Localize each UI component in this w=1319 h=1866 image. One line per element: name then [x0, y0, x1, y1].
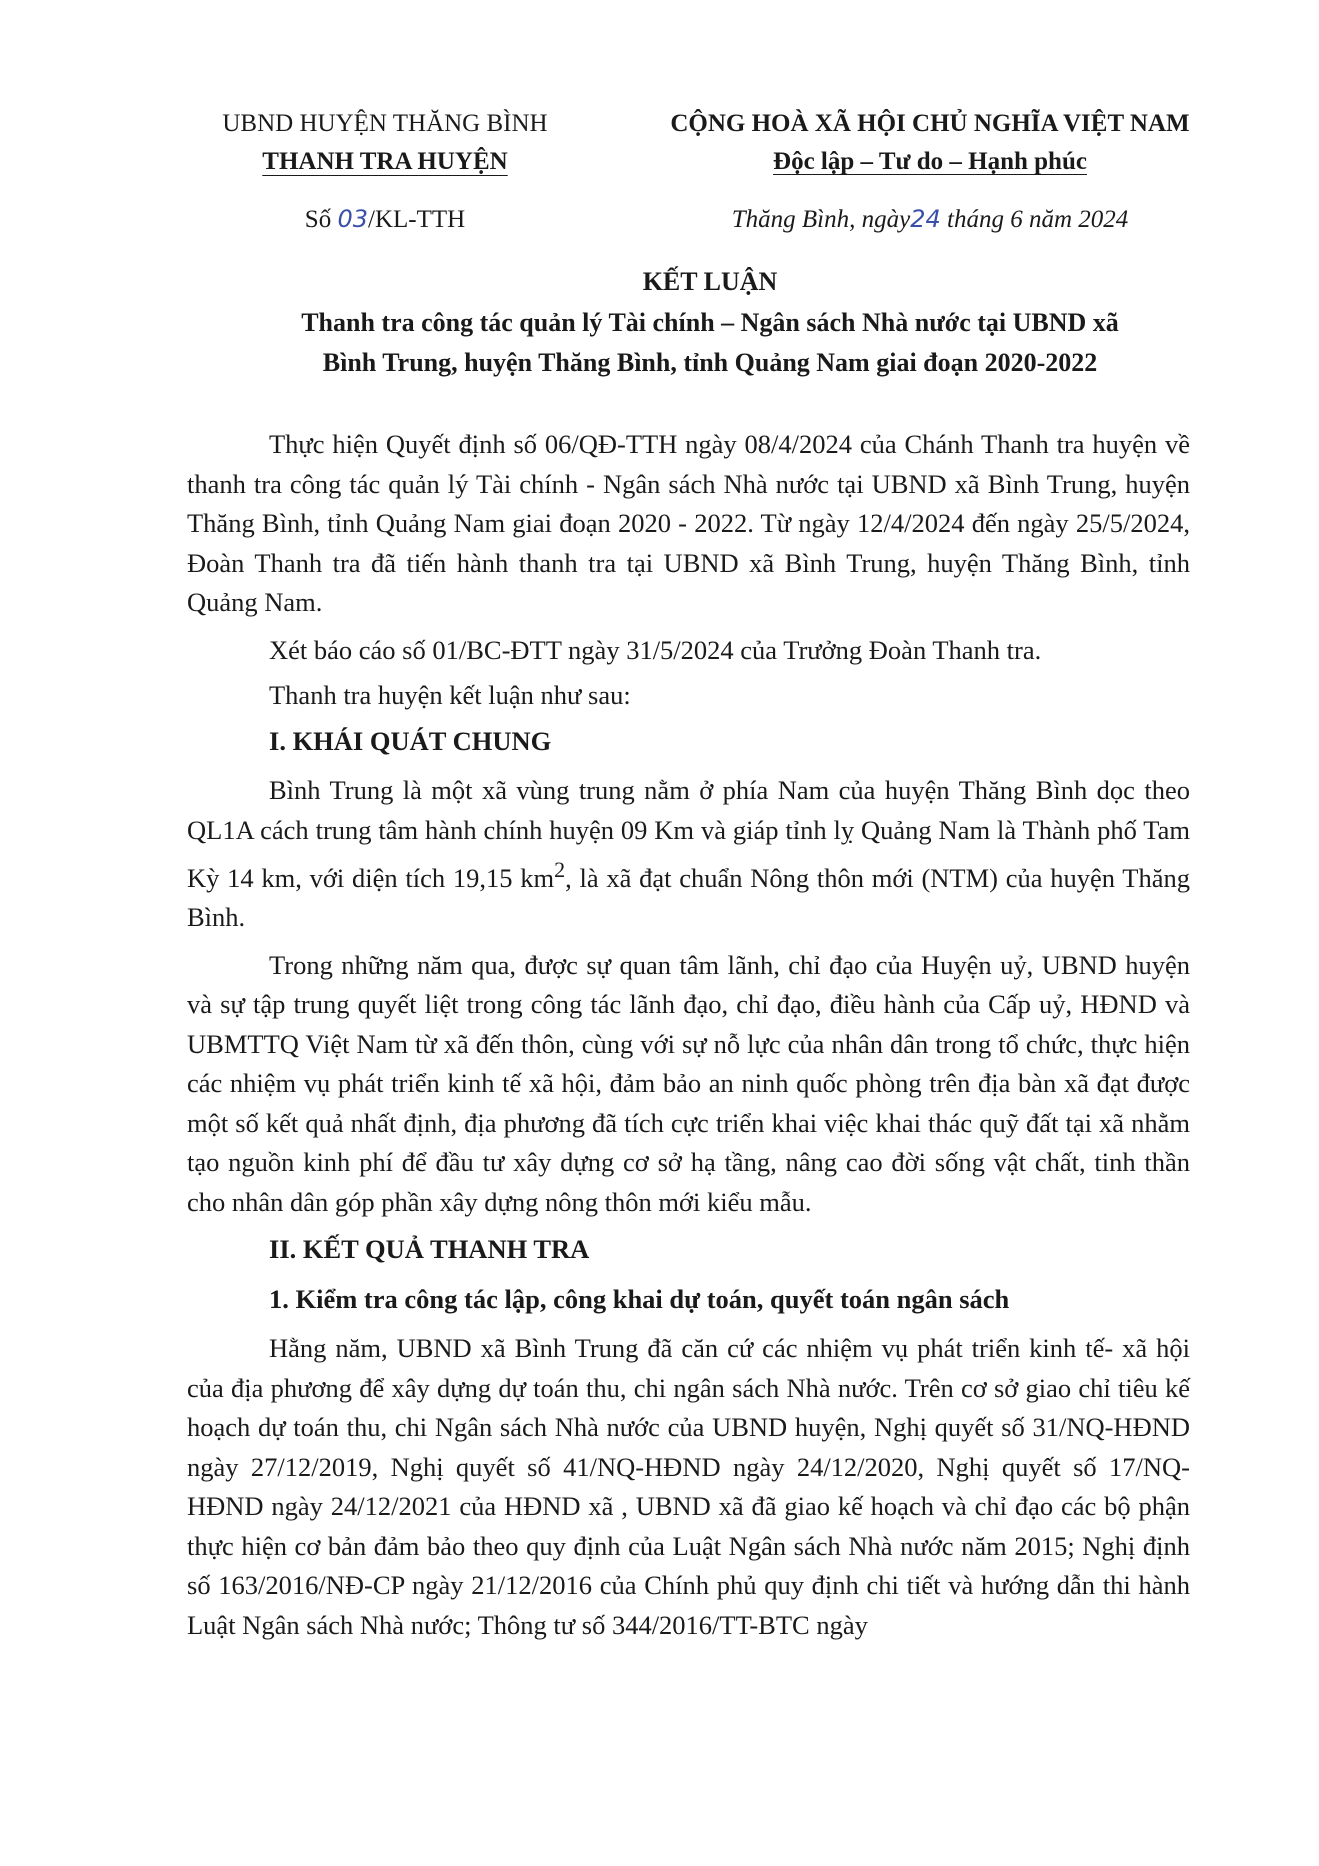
paragraph-achievements: Trong những năm qua, được sự quan tâm lãnh, chỉ đạo của Huyện uỷ, UBND huyện và sự tập trung quyết liệt trong công tác lãnh đạo, chỉ đạo, điều hành của Cấp uỷ, HĐND và UBMTTQ Việt Nam từ xã đến thôn, cùng với sự nỗ lực của nhân dân trong tổ chức, thực hiện các nhiệm vụ phát triển kinh tế xã hội, đảm bảo an ninh quốc phòng trên địa bàn xã đạt được một số kết quả nhất định, địa phương đã tích cực triển khai việc khai thác quỹ đất tại xã nhằm tạo nguồn kinh phí để đầu tư xây dựng cơ sở hạ tầng, nâng cao đời sống vật chất, tinh thần cho nhân dân góp phần xây dựng nông thôn mới kiểu mẫu. [187, 949, 1190, 1217]
heading-budget-check: 1. Kiểm tra công tác lập, công khai dự toán, quyết toán ngân sách [269, 1283, 1010, 1314]
doc-no-handwritten: 03 [337, 205, 368, 233]
subtitle-line2: Bình Trung, huyện Thăng Bình, tỉnh Quảng Nam giai đoạn 2020-2022 [322, 348, 1098, 377]
date-suffix: tháng 6 năm 2024 [947, 206, 1129, 233]
subtitle-line1: Thanh tra công tác quản lý Tài chính – Ngân sách Nhà nước tại UBND xã [301, 308, 1119, 337]
motto [620, 143, 1240, 181]
motto-text: Độc lập – Tư do – Hạnh phúc [773, 148, 1087, 175]
doc-no-suffix: /KL-TTH [368, 206, 466, 233]
area-superscript: 2 [554, 857, 566, 882]
paragraph-commune-overview [187, 771, 1190, 938]
overview-text-a: Bình Trung là một xã vùng trung nằm ở phía Nam của huyện Thăng Bình dọc theo QL1A cách trung tâm hành chính huyện 09 Km và giáp tỉnh lỵ Quảng Nam là Thành phố Tam Kỳ 14 km, với diện tích 19,15 km [187, 775, 1190, 893]
document-title: KẾT LUẬN [642, 267, 778, 296]
document-body [187, 425, 1190, 1653]
issuing-agency [175, 105, 595, 181]
doc-no-prefix: Số [304, 206, 332, 233]
heading-inspection-results: II. KẾT QUẢ THANH TRA [269, 1234, 590, 1265]
document-subtitle [180, 303, 1240, 383]
heading-general-overview: I. KHÁI QUÁT CHUNG [269, 725, 552, 756]
agency-name: THANH TRA HUYỆN [262, 148, 508, 175]
document-number [175, 200, 595, 239]
paragraph-budget-planning: Hằng năm, UBND xã Bình Trung đã căn cứ các nhiệm vụ phát triển kinh tế- xã hội của địa phương để xây dựng dự toán thu, chi ngân sách Nhà nước. Trên cơ sở giao chỉ tiêu kế hoạch dự toán thu, chi Ngân sách Nhà nước của UBND huyện, Nghị quyết số 31/NQ-HĐND ngày 27/12/2019, Nghị quyết số 41/NQ-HĐND ngày 24/12/2020, Nghị quyết số 17/NQ-HĐND ngày 24/12/2021 của HĐND xã , UBND xã đã giao kế hoạch và chỉ đạo các bộ phận thực hiện cơ bản đảm bảo theo quy định của Luật Ngân sách Nhà nước năm 2015; Nghị định số 163/2016/NĐ-CP ngày 21/12/2016 của Chính phủ quy định chi tiết và hướng dẫn thi hành Luật Ngân sách Nhà nước; Thông tư số 344/2016/TT-BTC ngày [187, 1333, 1190, 1640]
date-prefix: Thăng Bình, ngày [731, 206, 911, 233]
agency-line2 [175, 143, 595, 181]
national-motto [620, 105, 1240, 181]
agency-line1: UBND HUYỆN THĂNG BÌNH [222, 110, 548, 137]
overview-text-b: , là xã đạt chuẩn Nông thôn mới (NTM) của huyện Thăng Bình. [187, 862, 1190, 933]
paragraph-conclusion-intro: Thanh tra huyện kết luận như sau: [269, 680, 631, 710]
date-day-handwritten: 24 [910, 205, 941, 233]
date-line [620, 200, 1240, 239]
paragraph-decision: Thực hiện Quyết định số 06/QĐ-TTH ngày 08/4/2024 của Chánh Thanh tra huyện về thanh tra công tác quản lý Tài chính - Ngân sách Nhà nước tại UBND xã Bình Trung, huyện Thăng Bình, tỉnh Quảng Nam giai đoạn 2020 - 2022. Từ ngày 12/4/2024 đến ngày 25/5/2024, Đoàn Thanh tra đã tiến hành thanh tra tại UBND xã Bình Trung, huyện Thăng Bình, tỉnh Quảng Nam. [187, 429, 1190, 617]
paragraph-report: Xét báo cáo số 01/BC-ĐTT ngày 31/5/2024 của Trưởng Đoàn Thanh tra. [269, 634, 1042, 665]
country-name: CỘNG HOÀ XÃ HỘI CHỦ NGHĨA VIỆT NAM [670, 110, 1190, 137]
